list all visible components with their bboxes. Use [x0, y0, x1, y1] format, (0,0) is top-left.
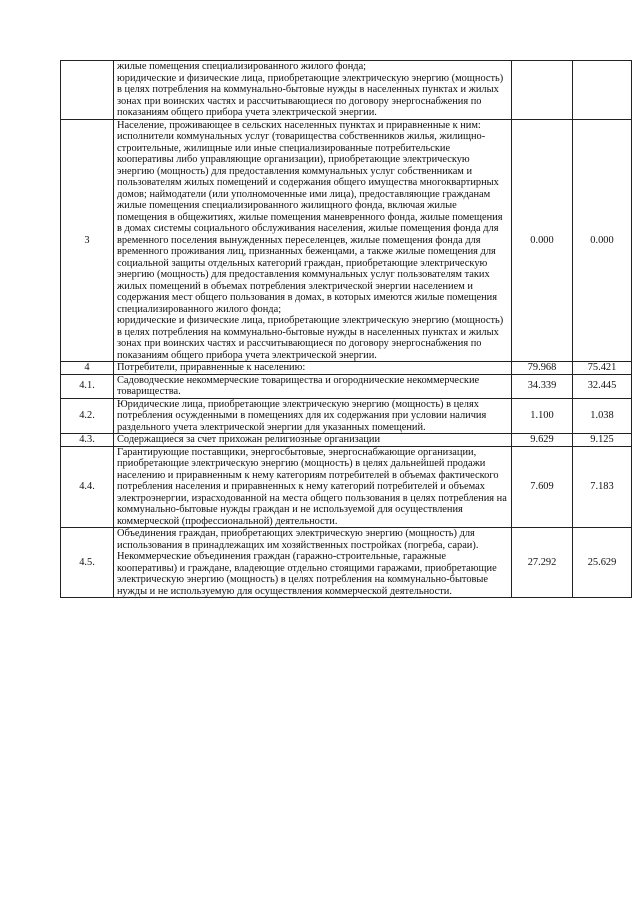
value-cell-2: 32.445: [573, 374, 632, 398]
description-paragraph: исполнители коммунальных услуг (товарищества собственников жилья, жилищно-строительные, жилищные или иные специализированные потребительские кооперативы либо управляющие организации), приобретающие электрическую энергию (мощность) для предоставления коммунальных услуг собственникам и пользователям жилых помещений и содержания общего имущества многоквартирных домов; наймодатели (или уполномоченные ими лица), предоставляющие гражданам жилые помещения специализированного жилищного фонда, включая жилые помещения в общежитиях, жилые помещения маневренного фонда, жилые помещения в домах системы социального обслуживания населения, жилые помещения фонда для временного поселения вынужденных переселенцев, жилые помещения фонда для временного проживания лиц, признанных беженцами, а также жилые помещения для социальной защиты отдельных категорий граждан, приобретающие электрическую энергию (мощность) для предоставления коммунальных услуг пользователям таких жилых помещений в объемах потребления электрической энергии населением и содержания мест общего пользования в домах, в которых имеются жилые помещения специализированного жилого фонда;: [117, 131, 503, 315]
row-description-cell: [114, 398, 512, 434]
value-cell-2: 1.038: [573, 398, 632, 434]
value-cell-1: 27.292: [512, 528, 573, 598]
description-paragraph: Содержащиеся за счет прихожан религиозные организации: [117, 434, 381, 445]
value-cell-1: 0.000: [512, 119, 573, 362]
value-cell-2: 75.421: [573, 362, 632, 375]
description-paragraph: Объединения граждан, приобретающих электрическую энергию (мощность) для использования в принадлежащих им хозяйственных постройках (погреба, сараи). Некоммерческие объединения граждан (гаражно-строительные, гаражные кооперативы) и граждане, владеющие отдельно стоящими гаражами, приобретающие электрическую энергию (мощность) в целях потребления на коммунально-бытовые нужды и не используемую для осуществления коммерческой деятельности.: [117, 528, 497, 597]
value-cell-2: 25.629: [573, 528, 632, 598]
value-cell-2: [573, 61, 632, 120]
value-cell-1: 79.968: [512, 362, 573, 375]
table-row: [61, 61, 632, 120]
table-row: [61, 434, 632, 447]
table-row: [61, 528, 632, 598]
description-paragraph: юридические и физические лица, приобретающие электрическую энергию (мощность) в целях потребления на коммунально-бытовые нужды в населенных пунктах и жилых зонах при воинских частях и рассчитывающиеся по договору энергоснабжения по показаниям общего прибора учета электрической энергии.: [117, 315, 504, 361]
row-number-cell: 3: [61, 119, 114, 362]
row-description-cell: [114, 362, 512, 375]
value-cell-1: 1.100: [512, 398, 573, 434]
description-paragraph: Гарантирующие поставщики, энергосбытовые, энергоснабжающие организации, приобретающие электрическую энергию (мощность) в целях дальнейшей продажи населению и приравненным к нему категориям потребителей в объемах фактического потребления населения и приравненных к нему категорий потребителей и объемах электроэнергии, израсходованной на места общего пользования в целях потребления на коммунально-бытовые нужды граждан и не используемой для осуществления коммерческой (профессиональной) деятельности.: [117, 446, 507, 527]
row-number-cell: 4.5.: [61, 528, 114, 598]
description-paragraph: Население, проживающее в сельских населенных пунктах и приравненные к ним:: [117, 119, 481, 131]
row-number-cell: 4.1.: [61, 374, 114, 398]
table-row: [61, 446, 632, 528]
tariff-table-body: [61, 61, 632, 598]
row-number-cell: 4.4.: [61, 446, 114, 528]
description-paragraph: Потребители, приравненные к населению:: [117, 362, 306, 373]
value-cell-1: [512, 61, 573, 120]
row-description-cell: [114, 374, 512, 398]
value-cell-2: 9.125: [573, 434, 632, 447]
description-paragraph: Садоводческие некоммерческие товарищества и огороднические некоммерческие товарищества.: [117, 374, 480, 397]
value-cell-2: 7.183: [573, 446, 632, 528]
table-row: [61, 119, 632, 362]
row-description-cell: [114, 434, 512, 447]
table-row: [61, 398, 632, 434]
tariff-table: [60, 60, 632, 598]
description-paragraph: жилые помещения специализированного жилого фонда;: [117, 61, 367, 72]
value-cell-1: 34.339: [512, 374, 573, 398]
description-paragraph: юридические и физические лица, приобретающие электрическую энергию (мощность) в целях потребления на коммунально-бытовые нужды в населенных пунктах и жилых зонах при воинских частях и рассчитывающиеся по договору энергоснабжения по показаниям общего прибора учета электрической энергии.: [117, 72, 504, 118]
row-number-cell: 4.3.: [61, 434, 114, 447]
document-page: [60, 60, 631, 598]
value-cell-1: 7.609: [512, 446, 573, 528]
row-number-cell: 4: [61, 362, 114, 375]
description-paragraph: Юридические лица, приобретающие электрическую энергию (мощность) в целях потребления осужденными в помещениях для их содержания при условии наличия раздельного учета электрической энергии для указанных помещений.: [117, 398, 487, 433]
row-description-cell: [114, 61, 512, 120]
row-number-cell: 4.2.: [61, 398, 114, 434]
row-number-cell: [61, 61, 114, 120]
table-row: [61, 374, 632, 398]
value-cell-1: 9.629: [512, 434, 573, 447]
row-description-cell: [114, 446, 512, 528]
row-description-cell: [114, 119, 512, 362]
table-row: [61, 362, 632, 375]
row-description-cell: [114, 528, 512, 598]
value-cell-2: 0.000: [573, 119, 632, 362]
